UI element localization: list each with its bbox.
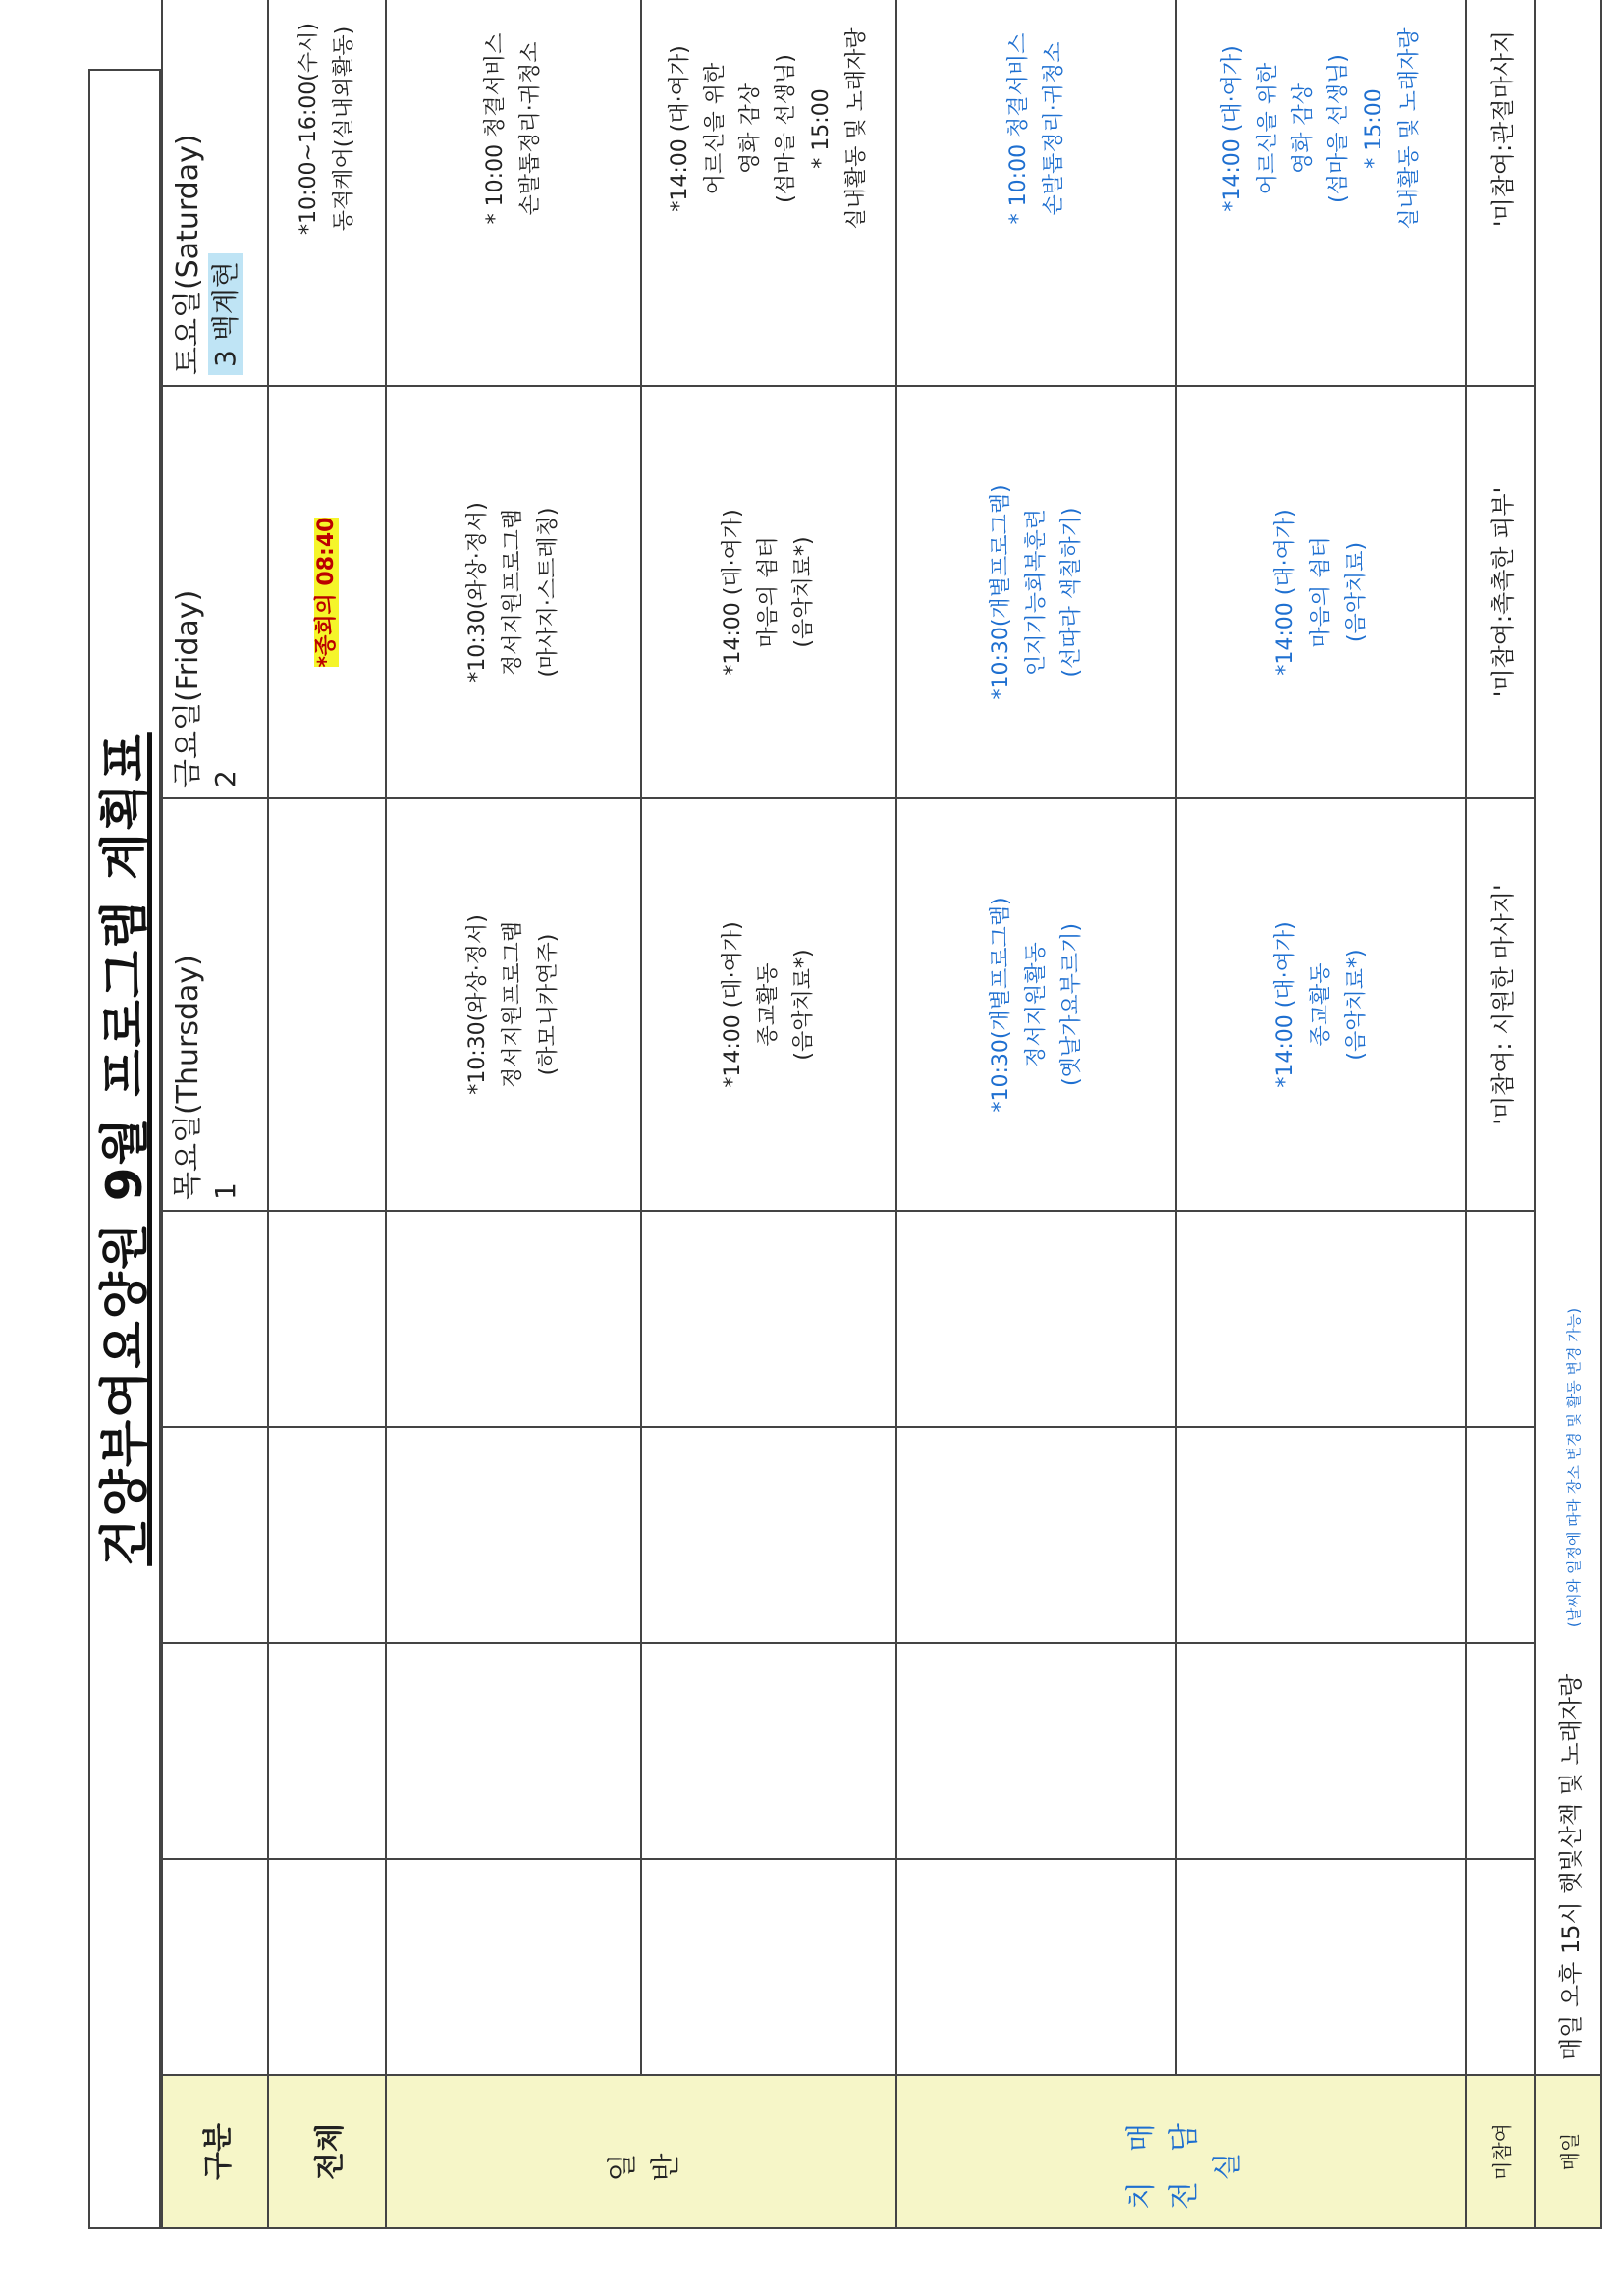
rotated-page bbox=[88, 23, 1585, 2229]
row-general-1 bbox=[386, 0, 641, 2228]
saturday-staff: 백계현 bbox=[209, 261, 242, 342]
friday-header bbox=[162, 386, 268, 798]
row-nonparticipant bbox=[1466, 0, 1535, 2228]
general-sat-2: *14:00 (대·여가) 어르신을 위한 영화 감상 (섬마을 선생님) * 15:00 실내활동 및 노래자랑 bbox=[641, 0, 896, 386]
empty-header bbox=[162, 1427, 268, 1643]
empty-header bbox=[162, 1859, 268, 2075]
thursday-day: 목요일(Thursday) bbox=[171, 955, 205, 1200]
schedule-table bbox=[161, 0, 1602, 2229]
nonpart-thu: '미참여: 시원한 마사지' bbox=[1466, 798, 1535, 1211]
dementia-sat-1: * 10:00 청결서비스 손발톱정리·귀청소 bbox=[896, 0, 1176, 386]
saturday-day: 토요일(Saturday) bbox=[171, 134, 205, 375]
row-general-2 bbox=[641, 0, 896, 2228]
row-all bbox=[268, 0, 386, 2228]
meeting-highlight: *종회의 08:40 bbox=[314, 517, 339, 668]
label-daily: 매일 bbox=[1535, 2075, 1601, 2228]
general-sat-1: * 10:00 청결서비스 손발톱정리·귀청소 bbox=[386, 0, 641, 386]
general-thu-2: *14:00 (대·여가) 종교활동 (음악치료*) bbox=[641, 798, 896, 1211]
general-thu-1: *10:30(와상·정서) 정서지원프로그램 (하모니카연주) bbox=[386, 798, 641, 1211]
empty-header bbox=[162, 1643, 268, 1859]
row-dementia-1 bbox=[896, 0, 1176, 2228]
label-nonparticipant: 미참여 bbox=[1466, 2075, 1535, 2228]
label-general: 일 반 bbox=[386, 2075, 896, 2228]
saturday-date-badge bbox=[208, 253, 243, 375]
dementia-sat-2: *14:00 (대·여가) 어르신을 위한 영화 감상 (섬마을 선생님) * 15:00 실내활동 및 노래자랑 bbox=[1176, 0, 1466, 386]
dementia-fri-2: *14:00 (대·여가) 마음의 쉼터 (음악치료) bbox=[1176, 386, 1466, 798]
thursday-date: 1 bbox=[209, 1182, 242, 1200]
category-header: 구분 bbox=[162, 2075, 268, 2228]
general-fri-1: *10:30(와상·정서) 정서지원프로그램 (마사지·스트레칭) bbox=[386, 386, 641, 798]
nonpart-sat: '미참여:관절마사지 bbox=[1466, 0, 1535, 386]
label-dementia: 치매전담실 bbox=[896, 2075, 1466, 2228]
daily-cell bbox=[1535, 0, 1601, 2075]
dementia-fri-1: *10:30(개별프로그램) 인지기능회복훈련 (선따라 색칠하기) bbox=[896, 386, 1176, 798]
row-dementia-2 bbox=[1176, 0, 1466, 2228]
daily-note: (날씨와 일정에 따라 장소 변경 및 활동 변경 가능) bbox=[1564, 1307, 1583, 1628]
label-all: 전체 bbox=[268, 2075, 386, 2228]
thursday-header bbox=[162, 798, 268, 1211]
header-row bbox=[162, 0, 268, 2228]
friday-day: 금요일(Friday) bbox=[171, 589, 205, 788]
friday-date: 2 bbox=[209, 770, 242, 788]
daily-text: 매일 오후 15시 햇빛산책 및 노래자랑 bbox=[1556, 1673, 1585, 2060]
empty-header bbox=[162, 1211, 268, 1427]
saturday-all-cell: *10:00~16:00(수시) 동적케어(실내외활동) bbox=[268, 0, 386, 386]
row-daily bbox=[1535, 0, 1601, 2228]
nonpart-fri: '미참여:촉촉한 피부' bbox=[1466, 386, 1535, 798]
dementia-thu-1: *10:30(개별프로그램) 정서지원활동 (옛날가요부르기) bbox=[896, 798, 1176, 1211]
saturday-header bbox=[162, 0, 268, 386]
general-fri-2: *14:00 (대·여가) 마음의 쉼터 (음악치료*) bbox=[641, 386, 896, 798]
saturday-date: 3 bbox=[209, 350, 242, 367]
dementia-thu-2: *14:00 (대·여가) 종교활동 (음악치료*) bbox=[1176, 798, 1466, 1211]
page-title: 건양부여요양원 9월 프로그램 계획표 bbox=[88, 69, 161, 2229]
